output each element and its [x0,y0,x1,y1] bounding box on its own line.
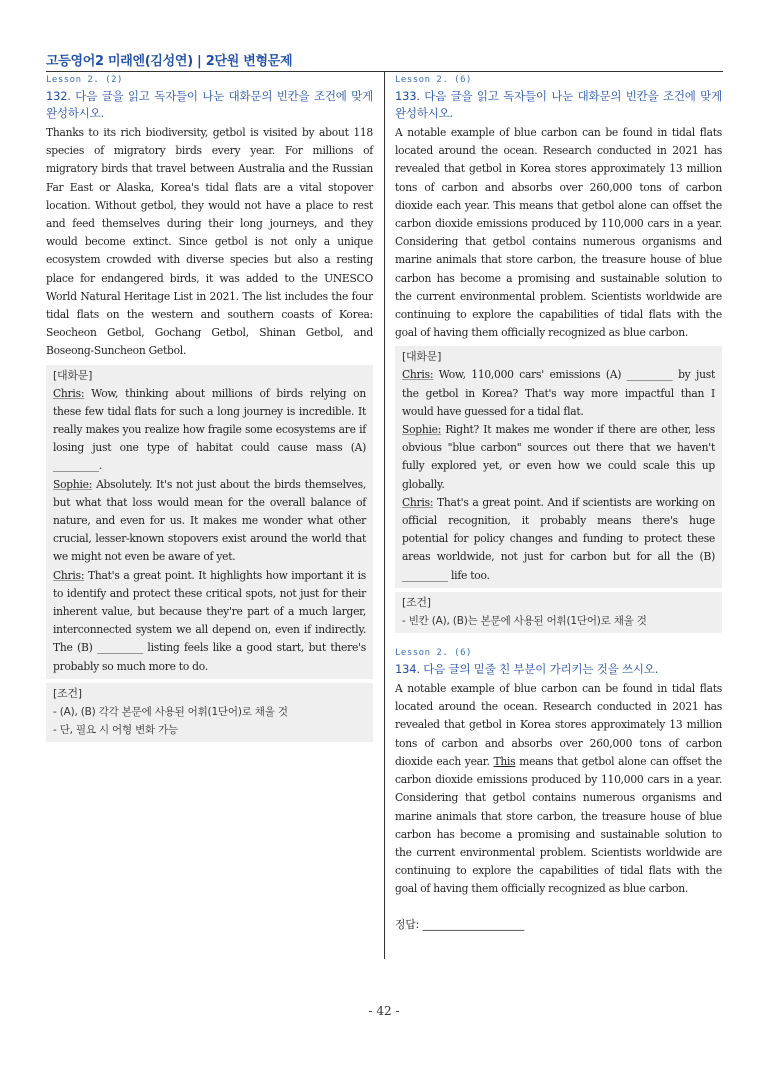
question-133-title: 133. 다음 글을 읽고 독자들이 나눈 대화문의 빈칸을 조건에 맞게 완성하시오. [395,89,722,120]
condition-title: [조건] [53,686,82,700]
question-132-passage: Thanks to its rich biodiversity, getbol is visited by about 118 species of migratory birds every year. For millions of migratory birds that travel between Australia and the Russian Far East or Alaska, Korea's tidal flats are a vital stopover location. Without getbol, they would not have a place to rest and feed themselves during their long journeys, and they would become extinct. Since getbol is not only a unique ecosystem crowded with diverse species but also a resting place for endangered birds, it was added to the UNESCO World Natural Heritage List in 2021. The list includes the four tidal flats on the western and southern coasts of Korea: Seocheon Getbol, Gochang Getbol, Shinan Getbol, and Boseong-Suncheon Getbol. [46,126,373,358]
lesson-label: Lesson 2. (6) [395,648,472,659]
lesson-label: Lesson 2. (2) [46,75,123,85]
speaker-name: Sophie: [402,423,442,437]
condition-item: - 빈칸 (A), (B)는 본문에 사용된 어휘(1단어)로 채울 것 [402,614,647,627]
dialogue-text: Absolutely. It's not just about the birds themselves, but what that loss would mean for the overall balance of nature, and even for us. It makes me wonder what other crucial, lesser-known stopovers exist around the world that we might not even be aware of yet. [53,477,366,564]
dialogue-line [402,421,715,494]
question-132-title: 132. 다음 글을 읽고 독자들이 나눈 대화문의 빈칸을 조건에 맞게 완성하시오. [46,89,373,120]
underlined-word: This [493,754,516,768]
page-header-title: 고등영어2 미래엔(김성연) | 2단원 변형문제 [46,54,293,69]
dialogue-text: Wow, 110,000 cars' emissions (A) _________ by just the getbol in Korea? That's way more impactful than I would have guessed for a tidal flat. [402,368,715,418]
dialogue-title: [대화문] [53,368,93,382]
passage-text: means that getbol alone can offset the carbon dioxide emissions produced by 110,000 cars in a year. Considering that getbol contains numerous organisms and marine animals that store carbon, the treasure house of blue carbon has become a promising and sustainable solution to the current environmental problem. Scientists worldwide are continuing to explore the capabilities of tidal flats with the goal of having them officially recognized as blue carbon. [395,754,722,896]
question-134-title: 134. 다음 글의 밑줄 친 부분이 가리키는 것을 쓰시오. [395,662,659,677]
column-divider [384,71,385,959]
dialogue-line [402,494,715,585]
speaker-name: Chris: [53,386,85,400]
dialogue-box-132 [46,365,373,679]
dialogue-line [402,366,715,421]
dialogue-line [53,385,366,476]
dialogue-box-133 [395,346,722,587]
right-column [395,72,722,932]
lesson-label: Lesson 2. (6) [395,75,472,85]
condition-box-132 [46,683,373,742]
answer-line[interactable]: 정답: ___________________ [395,917,525,931]
speaker-name: Chris: [402,368,434,382]
speaker-name: Chris: [53,568,85,582]
question-133-passage: A notable example of blue carbon can be found in tidal flats located around the ocean. Research conducted in 2021 has revealed that getbol in Korea stores approximately 13 million tons of carbon and absorbs over 260,000 tons of carbon dioxide each year. This means that getbol alone can offset the carbon dioxide emissions produced by 110,000 cars in a year. Considering that getbol contains numerous organisms and marine animals that store carbon, the treasure house of blue carbon has become a promising and sustainable solution to the current environmental problem. Scientists worldwide are continuing to explore the capabilities of tidal flats with the goal of having them officially recognized as blue carbon. [395,126,722,340]
left-column [46,72,373,742]
condition-box-133 [395,592,722,633]
condition-title: [조건] [402,595,431,609]
passage-text: A notable example of blue carbon can be found in tidal flats located around the ocean. Research conducted in 2021 has revealed that getbol in Korea stores approximately 13 million tons of carbon and absorbs over 260,000 tons of carbon dioxide each year. [395,682,722,768]
spacer [395,633,722,645]
speaker-name: Sophie: [53,477,93,491]
dialogue-text: Wow, thinking about millions of birds relying on these few tidal flats for such a long journey is incredible. It really makes you realize how fragile some ecosystems are if losing just one type of habitat could cause mass (A) _________. [53,386,366,473]
dialogue-line [53,567,366,676]
question-134-passage [395,680,722,898]
dialogue-line [53,476,366,567]
speaker-name: Chris: [402,495,434,509]
dialogue-title: [대화문] [402,350,442,364]
dialogue-text: That's a great point. It highlights how important it is to identify and protect these critical spots, not just for their inherent value, but because they're part of a much larger, interconnected system we all depend on, even if indirectly. The (B) _________ listing feels like a good start, but there's probably so much more to do. [53,568,366,673]
dialogue-text: Right? It makes me wonder if there are other, less obvious "blue carbon" sources out there that we haven't fully explored yet, or even how we could scale this up globally. [402,423,715,491]
dialogue-text: That's a great point. And if scientists are working on official recognition, it probably means there's huge potential for policy changes and funding to protect these areas worldwide, not just for carbon but for all the (B) _________ life too. [402,495,715,582]
condition-item: - (A), (B) 각각 본문에 사용된 어휘(1단어)로 채울 것 [53,705,288,718]
condition-item: - 단, 필요 시 어형 변화 가능 [53,724,178,737]
page-number: - 42 - [368,1004,400,1018]
